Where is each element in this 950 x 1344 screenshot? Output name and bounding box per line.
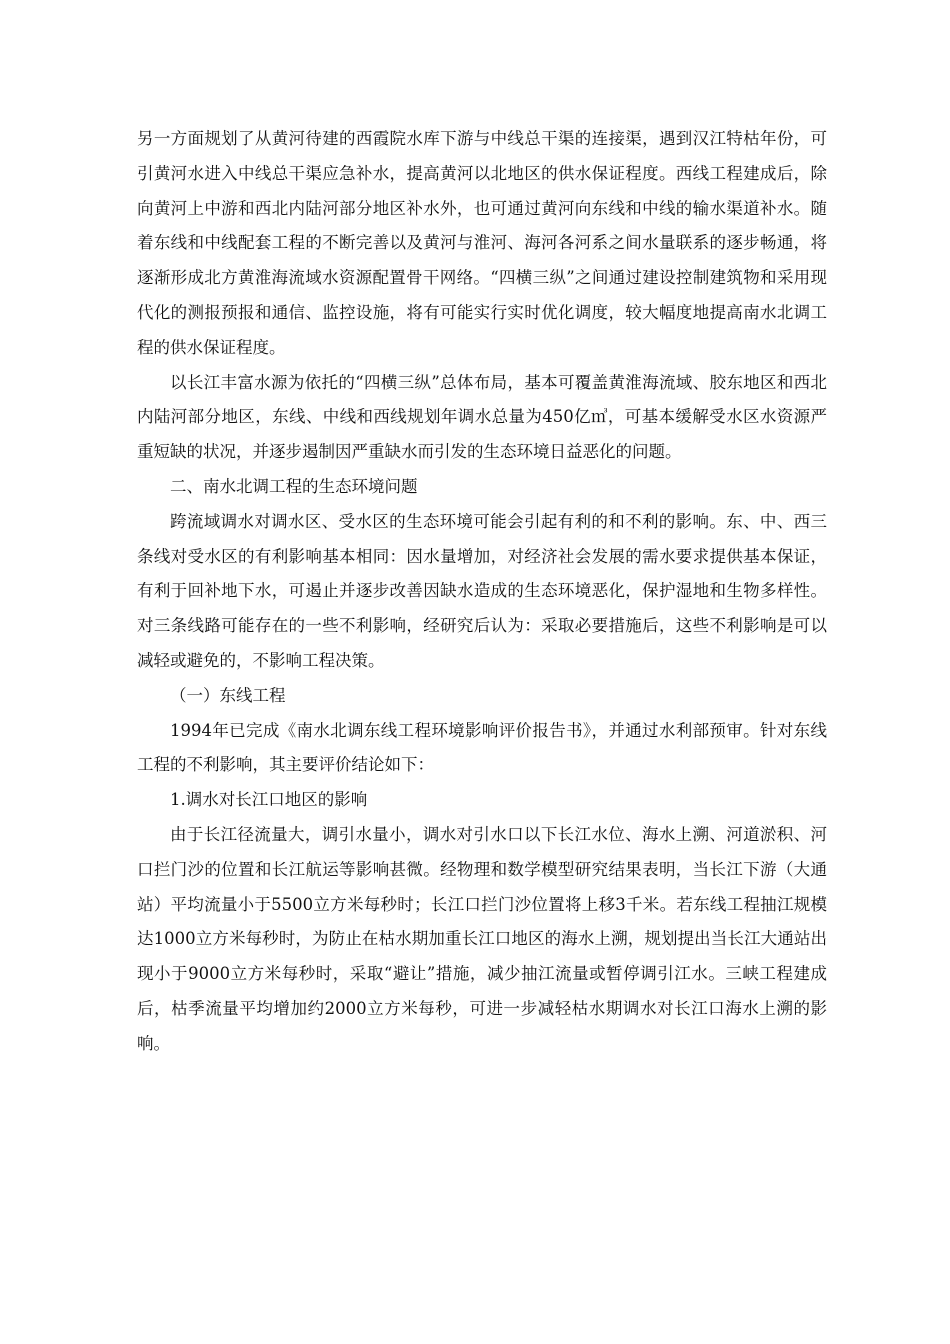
paragraph-continuation: 另一方面规划了从黄河待建的西霞院水库下游与中线总干渠的连接渠，遇到汉江特枯年份，可引黄河水进入中线总干渠应急补水，提高黄河以北地区的供水保证程度。西线工程建成后，除向黄河上中游和西北内陆河部分地区补水外，也可通过黄河向东线和中线的输水渠道补水。随着东线和中线配套工程的不断完善以及黄河与淮河、海河各河系之间水量联系的逐步畅通，将逐渐形成北方黄淮海流域水资源配置骨干网络。“四横三纵”之间通过建设控制建筑物和采用现代化的测报预报和通信、监控设施，将有可能实行实时优化调度，较大幅度地提高南水北调工程的供水保证程度。: [137, 129, 827, 357]
paragraph-yangtze-estuary-impact: 由于长江径流量大，调引水量小，调水对引水口以下长江水位、海水上溯、河道淤积、河口拦门沙的位置和长江航运等影响甚微。经物理和数学模型研究结果表明，当长江下游（大通站）平均流量小于5500立方米每秒时；长江口拦门沙位置将上移3千米。若东线工程抽江规模达1000立方米每秒时，为防止在枯水期加重长江口地区的海水上溯，规划提出当长江大通站出现小于9000立方米每秒时，采取“避让”措施，减少抽江流量或暂停调引江水。三峡工程建成后，枯季流量平均增加约2000立方米每秒，可进一步减轻枯水期调水对长江口海水上溯的影响。: [137, 824, 827, 1053]
paragraph-overall-layout: 以长江丰富水源为依托的“四横三纵”总体布局，基本可覆盖黄淮海流域、胶东地区和西北内陆河部分地区，东线、中线和西线规划年调水总量为450亿㎥，可基本缓解受水区水资源严重短缺的状况，并逐步遏制因严重缺水而引发的生态环境日益恶化的问题。: [137, 372, 827, 462]
paragraph-cross-basin-impact: 跨流域调水对调水区、受水区的生态环境可能会引起有利的和不利的影响。东、中、西三条线对受水区的有利影响基本相同：因水量增加，对经济社会发展的需水要求提供基本保证，有利于回补地下水，可遏止并逐步改善因缺水造成的生态环境恶化，保护湿地和生物多样性。对三条线路可能存在的一些不利影响，经研究后认为：采取必要措施后，这些不利影响是可以减轻或避免的，不影响工程决策。: [137, 511, 827, 670]
subsection-heading-east-route: （一）东线工程: [170, 685, 286, 705]
document-body: [137, 122, 827, 1062]
paragraph-eia-report: 1994年已完成《南水北调东线工程环境影响评价报告书》，并通过水利部预审。针对东线工程的不利影响，其主要评价结论如下：: [137, 720, 827, 775]
section-heading-eco-issues: 二、南水北调工程的生态环境问题: [170, 476, 418, 496]
item-heading-yangtze-estuary: 1.调水对长江口地区的影响: [170, 790, 368, 810]
